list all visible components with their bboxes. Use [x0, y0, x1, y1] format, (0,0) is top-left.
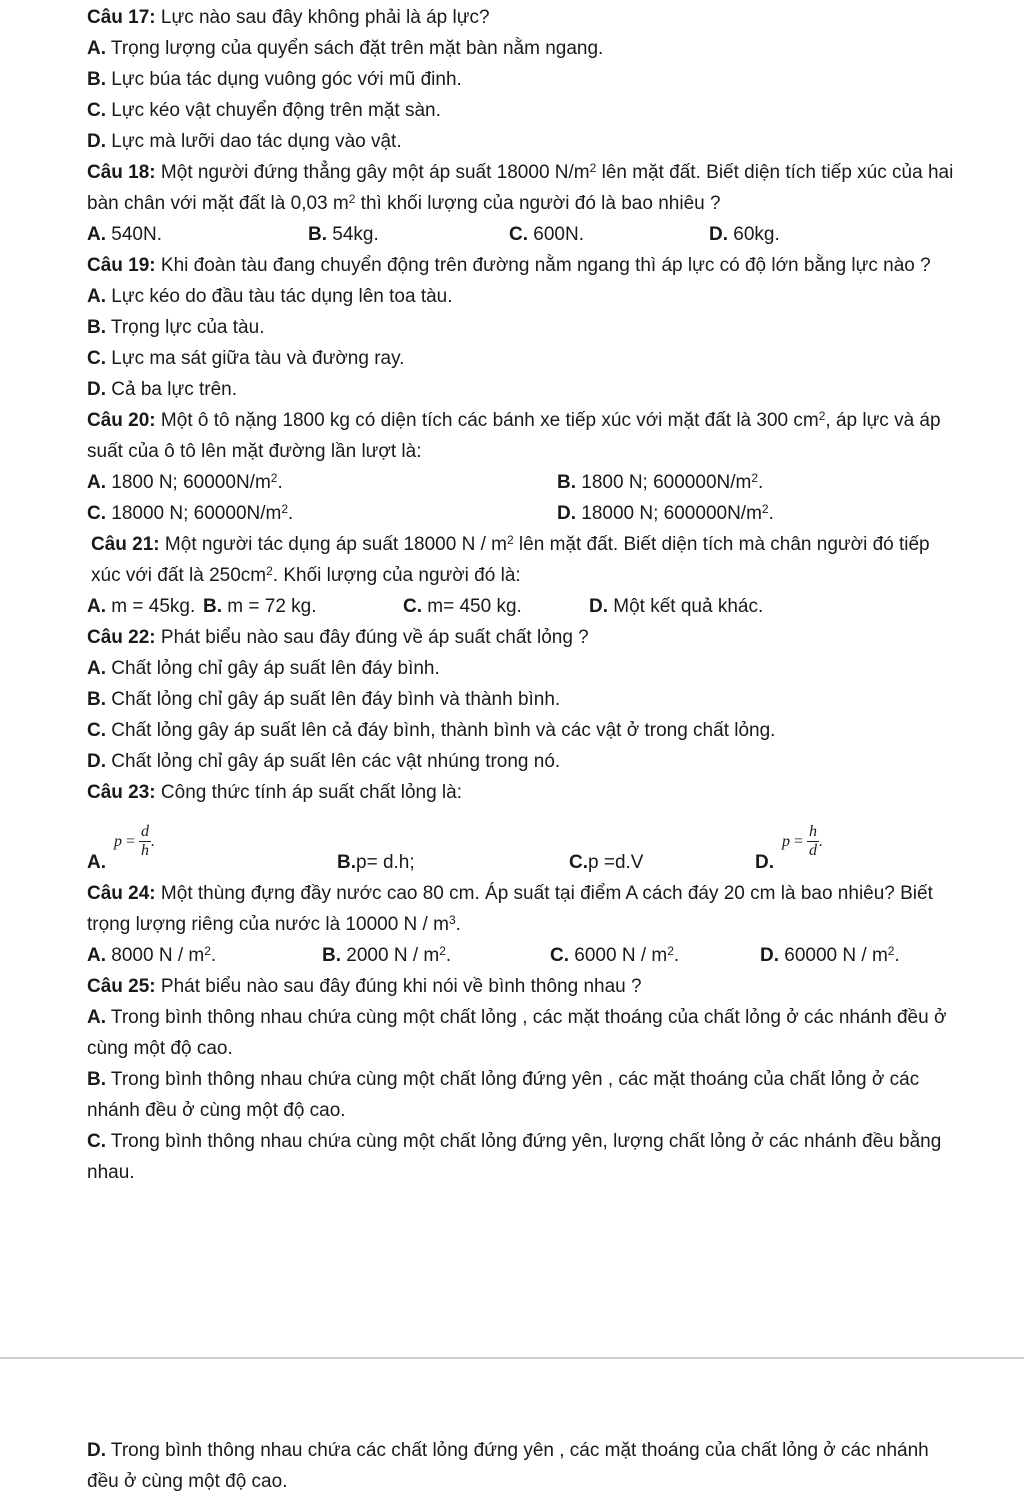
option-text: Trong bình thông nhau chứa cùng một chất lỏng , các mặt thoáng của chất lỏng ở các nhánh đều ở cùng một độ cao.: [87, 1007, 947, 1059]
option-c: [87, 95, 957, 126]
option-text-end: .: [277, 472, 283, 493]
option-letter: B.: [87, 69, 106, 90]
option-a: [87, 1002, 957, 1064]
superscript: 2: [281, 502, 289, 516]
option-text: 54kg.: [327, 224, 379, 245]
superscript: 2: [589, 161, 597, 175]
option-c: [550, 940, 760, 971]
question-text: .: [455, 914, 461, 935]
option-text: Lực mà lưỡi dao tác dụng vào vật.: [106, 131, 402, 152]
option-a: [87, 940, 322, 971]
option-letter: A.: [87, 596, 106, 617]
option-letter: D.: [87, 751, 106, 772]
superscript: 2: [751, 471, 759, 485]
option-text-end: .: [210, 945, 217, 966]
option-letter: C.: [87, 503, 106, 524]
option-b: [322, 940, 550, 971]
superscript: 2: [439, 944, 446, 958]
option-b: [87, 1064, 957, 1126]
options-row: [87, 812, 957, 878]
option-text: 60000 N / m: [779, 945, 888, 966]
option-d: [755, 823, 824, 878]
option-letter: D.: [709, 224, 728, 245]
question-text: Khi đoàn tàu đang chuyển động trên đường nằm ngang thì áp lực có độ lớn bằng lực nào ?: [155, 255, 931, 276]
question-17: [87, 2, 957, 33]
option-text: m = 72 kg.: [222, 596, 317, 617]
question-text: . Khối lượng của người đó là:: [272, 565, 521, 586]
option-a: [87, 591, 203, 622]
formula-end: .: [151, 833, 156, 850]
option-letter: A.: [87, 472, 106, 493]
question-text: , áp lực và áp suất của ô tô lên mặt đường lần lượt là:: [87, 410, 941, 462]
question-text: lên mặt đất. Biết diện tích mà chân người đó tiếp xúc với đất là 250cm: [91, 534, 930, 586]
question-25: [87, 971, 957, 1002]
option-text-end: .: [288, 503, 294, 524]
question-text: lên mặt đất. Biết diện tích tiếp xúc của hai bàn chân với mặt đất là 0,03 m: [87, 162, 954, 214]
option-text: 1800 N; 60000N/m: [106, 472, 271, 493]
option-letter: A.: [87, 38, 106, 59]
option-d: [87, 746, 957, 777]
formula-equals: =: [794, 833, 804, 850]
option-text: Chất lỏng chỉ gây áp suất lên đáy bình và thành bình.: [106, 689, 561, 710]
question-number: Câu 19:: [87, 255, 156, 276]
question-text: Một ô tô nặng 1800 kg có diện tích các bánh xe tiếp xúc với mặt đất là 300 cm: [155, 410, 819, 431]
option-text-end: .: [768, 503, 774, 524]
option-letter: D.: [87, 1440, 106, 1461]
option-text: Chất lỏng chỉ gây áp suất lên các vật nhúng trong nó.: [106, 751, 561, 772]
option-c: [87, 343, 957, 374]
option-text: 6000 N / m: [569, 945, 668, 966]
option-letter: B.: [337, 852, 356, 873]
superscript: 2: [266, 564, 273, 578]
option-text: Trong bình thông nhau chứa cùng một chất lỏng đứng yên, lượng chất lỏng ở các nhánh đều bằng nhau.: [87, 1131, 942, 1183]
option-text: p =d.V: [588, 852, 644, 873]
option-letter: B.: [87, 689, 106, 710]
option-letter: B.: [87, 317, 106, 338]
question-text: Lực nào sau đây không phải là áp lực?: [155, 7, 490, 28]
option-text: 18000 N; 600000N/m: [576, 503, 762, 524]
option-b: [337, 847, 569, 878]
option-letter: C.: [87, 720, 106, 741]
option-letter: D.: [589, 596, 608, 617]
formula-p-equals-h-over-d: [782, 823, 823, 860]
option-d: [589, 591, 763, 622]
option-text: p= d.h;: [356, 852, 415, 873]
question-text: Phát biểu nào sau đây đúng về áp suất chất lỏng ?: [155, 627, 589, 648]
question-text: thì khối lượng của người đó là bao nhiêu ?: [355, 193, 721, 214]
formula-equals: =: [126, 833, 136, 850]
option-letter: D.: [87, 379, 106, 400]
superscript: 2: [818, 409, 826, 423]
option-letter: C.: [87, 348, 106, 369]
question-text: Một thùng đựng đầy nước cao 80 cm. Áp suất tại điểm A cách đáy 20 cm là bao nhiêu? Biết trọng lượng riêng của nước là 10000 N / m: [87, 883, 933, 935]
option-c: [509, 219, 709, 250]
option-text: Lực kéo vật chuyển động trên mặt sàn.: [106, 100, 441, 121]
option-text: Lực kéo do đầu tàu tác dụng lên toa tàu.: [106, 286, 453, 307]
superscript: 2: [270, 471, 278, 485]
option-text: 600N.: [528, 224, 584, 245]
option-text: 2000 N / m: [341, 945, 440, 966]
formula-end: .: [819, 833, 824, 850]
question-number: Câu 21:: [91, 534, 160, 555]
question-number: Câu 20:: [87, 410, 156, 431]
option-text: Chất lỏng chỉ gây áp suất lên đáy bình.: [106, 658, 440, 679]
question-number: Câu 18:: [87, 162, 156, 183]
option-text: Một kết quả khác.: [608, 596, 764, 617]
denominator: d: [809, 842, 818, 859]
superscript: 2: [204, 944, 211, 958]
question-20: [87, 405, 957, 467]
option-text: Cả ba lực trên.: [106, 379, 237, 400]
option-b: [87, 684, 957, 715]
option-c: [87, 1126, 957, 1188]
question-24: [87, 878, 957, 940]
superscript: 2: [887, 944, 895, 958]
formula-lhs: p: [782, 833, 790, 850]
option-a: [87, 823, 337, 878]
options-row: [87, 940, 957, 971]
option-text-end: .: [894, 945, 900, 966]
question-23: [87, 777, 957, 808]
option-letter: C.: [87, 1131, 106, 1152]
formula-p-equals-d-over-h: [114, 823, 155, 860]
option-d: [87, 126, 957, 157]
option-letter: A.: [87, 945, 106, 966]
option-letter: A.: [87, 224, 106, 245]
option-text-end: .: [673, 945, 680, 966]
question-number: Câu 24:: [87, 883, 156, 904]
option-letter: C.: [509, 224, 528, 245]
question-text: Phát biểu nào sau đây đúng khi nói về bình thông nhau ?: [155, 976, 642, 997]
option-letter: B.: [557, 472, 576, 493]
question-22: [87, 622, 957, 653]
option-text: 8000 N / m: [106, 945, 205, 966]
option-text: 540N.: [106, 224, 162, 245]
question-text: Một người tác dụng áp suất 18000 N / m: [159, 534, 507, 555]
option-a: [87, 281, 957, 312]
option-b: [87, 64, 957, 95]
option-letter: B.: [322, 945, 341, 966]
option-d: [87, 1435, 957, 1497]
option-text: 1800 N; 600000N/m: [576, 472, 752, 493]
option-a: [87, 33, 957, 64]
superscript: 2: [506, 533, 514, 547]
option-a: [87, 653, 957, 684]
superscript: 2: [667, 944, 674, 958]
option-c: [87, 715, 957, 746]
option-b: [87, 312, 957, 343]
question-21: [91, 529, 957, 591]
option-letter: A.: [87, 852, 106, 873]
option-letter: B.: [203, 596, 222, 617]
fraction: [807, 823, 819, 860]
option-text-end: .: [445, 945, 452, 966]
superscript: 2: [348, 192, 356, 206]
option-c: [403, 591, 589, 622]
option-d: [760, 940, 900, 971]
quiz-content: [87, 2, 957, 1188]
option-letter: D.: [755, 852, 774, 873]
option-text: Trong bình thông nhau chứa cùng một chất lỏng đứng yên , các mặt thoáng của chất lỏng ở các nhánh đều ở cùng một độ cao.: [87, 1069, 920, 1121]
denominator: h: [141, 842, 150, 859]
option-text: m = 45kg.: [106, 596, 196, 617]
option-text: Chất lỏng gây áp suất lên cả đáy bình, thành bình và các vật ở trong chất lỏng.: [106, 720, 776, 741]
options-row: [87, 219, 957, 250]
option-b: [203, 591, 403, 622]
question-number: Câu 22:: [87, 627, 156, 648]
option-letter: D.: [87, 131, 106, 152]
option-d: [557, 498, 774, 529]
option-letter: D.: [557, 503, 576, 524]
question-18: [87, 157, 957, 219]
continued-content: [87, 1435, 957, 1497]
option-letter: B.: [308, 224, 327, 245]
page-divider: [0, 1357, 1024, 1359]
superscript: 2: [761, 502, 769, 516]
option-text: 18000 N; 60000N/m: [106, 503, 282, 524]
option-b: [308, 219, 509, 250]
option-letter: A.: [87, 658, 106, 679]
option-text-end: .: [758, 472, 764, 493]
option-text: Lực búa tác dụng vuông góc với mũ đinh.: [106, 69, 462, 90]
option-letter: B.: [87, 1069, 106, 1090]
option-d: [709, 219, 780, 250]
option-c: [87, 498, 557, 529]
option-letter: C.: [569, 852, 588, 873]
option-letter: D.: [760, 945, 779, 966]
option-text: Trong bình thông nhau chứa các chất lỏng đứng yên , các mặt thoáng của chất lỏng ở các nhánh đều ở cùng một độ cao.: [87, 1440, 929, 1492]
question-text: Công thức tính áp suất chất lỏng là:: [155, 782, 462, 803]
formula-lhs: p: [114, 833, 122, 850]
option-d: [87, 374, 957, 405]
question-19: [87, 250, 957, 281]
question-number: Câu 17:: [87, 7, 156, 28]
option-letter: C.: [550, 945, 569, 966]
option-letter: C.: [403, 596, 422, 617]
numerator: d: [141, 823, 150, 840]
question-number: Câu 23:: [87, 782, 156, 803]
options-row: [87, 498, 957, 529]
option-letter: C.: [87, 100, 106, 121]
superscript: 3: [448, 913, 456, 927]
option-c: [569, 847, 755, 878]
option-letter: A.: [87, 286, 106, 307]
option-text: 60kg.: [728, 224, 780, 245]
options-row: [87, 591, 957, 622]
option-text: Trọng lượng của quyển sách đặt trên mặt bàn nằm ngang.: [106, 38, 604, 59]
option-a: [87, 467, 557, 498]
option-text: Lực ma sát giữa tàu và đường ray.: [106, 348, 405, 369]
fraction: [139, 823, 151, 860]
option-letter: A.: [87, 1007, 106, 1028]
option-text: Trọng lực của tàu.: [106, 317, 265, 338]
option-b: [557, 467, 763, 498]
option-text: m= 450 kg.: [422, 596, 522, 617]
options-row: [87, 467, 957, 498]
question-text: Một người đứng thẳng gây một áp suất 18000 N/m: [155, 162, 590, 183]
numerator: h: [809, 823, 818, 840]
question-number: Câu 25:: [87, 976, 156, 997]
option-a: [87, 219, 308, 250]
